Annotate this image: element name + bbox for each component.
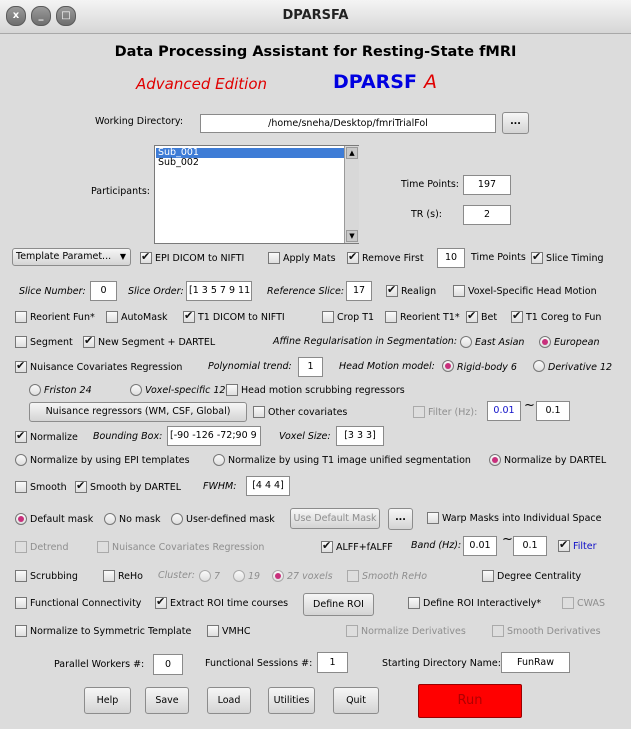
normalize-label: Normalize — [30, 432, 78, 443]
other-covariates-checkbox[interactable] — [253, 406, 265, 418]
define-roi-interactively-label: Define ROI Interactively* — [423, 598, 542, 609]
functional-connectivity-label: Functional Connectivity — [30, 598, 142, 609]
epi-dicom-label: EPI DICOM to NIFTI — [155, 253, 245, 264]
nuisance-checkbox[interactable] — [15, 361, 27, 373]
template-select-value: Template Paramet... — [16, 251, 112, 262]
slice-number-input[interactable]: 0 — [90, 281, 117, 301]
starting-directory-label: Starting Directory Name: — [382, 658, 501, 669]
reorient-t1-label: Reorient T1* — [400, 312, 460, 323]
slice-timing-label: Slice Timing — [546, 253, 604, 264]
degree-centrality-checkbox[interactable] — [482, 570, 494, 582]
normalize-derivatives-label: Normalize Derivatives — [361, 626, 466, 637]
bet-checkbox[interactable] — [466, 311, 478, 323]
fwhm-label: FWHM: — [203, 481, 237, 492]
scrubbing-checkbox[interactable] — [15, 570, 27, 582]
dropdown-arrow-icon: ▼ — [119, 252, 126, 261]
t1-coreg-label: T1 Coreg to Fun — [526, 312, 602, 323]
filter-high-input[interactable]: 0.1 — [536, 401, 570, 421]
normalize-symmetric-checkbox[interactable] — [15, 625, 27, 637]
working-dir-input[interactable]: /home/sneha/Desktop/fmriTrialFol — [200, 114, 496, 133]
rigid-body-6-radio[interactable] — [442, 360, 454, 372]
band-filter-checkbox[interactable] — [558, 540, 570, 552]
voxel-head-motion-checkbox[interactable] — [453, 285, 465, 297]
automask-checkbox[interactable] — [106, 311, 118, 323]
use-default-mask-button[interactable]: Use Default Mask — [290, 508, 380, 529]
scrubbing-regressors-checkbox[interactable] — [226, 384, 238, 396]
no-mask-label: No mask — [119, 514, 161, 525]
cwas-checkbox[interactable] — [562, 597, 574, 609]
polynomial-input[interactable]: 1 — [298, 357, 323, 377]
apply-mats-checkbox[interactable] — [268, 252, 280, 264]
detrend-label: Detrend — [30, 542, 69, 553]
brand-label: DPARSF — [333, 71, 417, 93]
starting-directory-input[interactable]: FunRaw — [501, 652, 570, 673]
default-mask-label: Default mask — [30, 514, 94, 525]
scrubbing-regressors-label: Head motion scrubbing regressors — [241, 385, 405, 396]
t1-coreg-checkbox[interactable] — [511, 311, 523, 323]
cluster-27-label: 27 voxels — [287, 571, 333, 582]
crop-t1-label: Crop T1 — [337, 312, 375, 323]
tr-label: TR (s): — [411, 209, 442, 220]
vmhc-checkbox[interactable] — [207, 625, 219, 637]
realign-label: Realign — [401, 286, 437, 297]
normalize-t1-radio[interactable] — [213, 454, 225, 466]
cwas-label: CWAS — [577, 598, 606, 609]
app-title: Data Processing Assistant for Resting-State fMRI — [114, 44, 517, 60]
east-asian-radio[interactable] — [460, 336, 472, 348]
derivative-12-label: Derivative 12 — [548, 362, 613, 373]
quit-button[interactable]: Quit — [333, 687, 379, 714]
extract-roi-label: Extract ROI time courses — [170, 598, 289, 609]
scrubbing-label: Scrubbing — [30, 571, 78, 582]
cluster-19-radio[interactable] — [233, 570, 245, 582]
east-asian-label: East Asian — [475, 337, 525, 348]
smooth-derivatives-checkbox[interactable] — [492, 625, 504, 637]
maximize-icon[interactable]: □ — [56, 6, 76, 26]
user-mask-radio[interactable] — [171, 513, 183, 525]
scroll-down-icon[interactable]: ▼ — [346, 230, 358, 242]
nuisance2-label: Nuisance Covariates Regression — [112, 542, 265, 553]
minimize-icon[interactable]: _ — [31, 6, 51, 26]
parallel-workers-label: Parallel Workers #: — [54, 659, 145, 670]
cluster-19-label: 19 — [248, 571, 261, 582]
epi-dicom-checkbox[interactable] — [140, 252, 152, 264]
alff-checkbox[interactable] — [321, 541, 333, 553]
edition-label: Advanced Edition — [136, 75, 268, 93]
reorient-fun-checkbox[interactable] — [15, 311, 27, 323]
vmhc-label: VMHC — [222, 626, 251, 637]
tr-input[interactable]: 2 — [463, 205, 511, 225]
user-mask-label: User-defined mask — [186, 514, 275, 525]
other-covariates-label: Other covariates — [268, 407, 348, 418]
filter-tilde: ~ — [524, 398, 535, 413]
reorient-t1-checkbox[interactable] — [385, 311, 397, 323]
remove-first-checkbox[interactable] — [347, 252, 359, 264]
brand-letter: A — [424, 71, 437, 93]
define-roi-button[interactable]: Define ROI — [303, 593, 374, 616]
nuisance-label: Nuisance Covariates Regression — [30, 362, 183, 373]
head-motion-model-label: Head Motion model: — [339, 361, 435, 372]
slice-order-input[interactable]: [1 3 5 7 9 11 — [186, 281, 252, 301]
apply-mats-label: Apply Mats — [283, 253, 336, 264]
participants-label: Participants: — [91, 186, 151, 197]
nuisance2-checkbox[interactable] — [97, 541, 109, 553]
normalize-dartel-radio[interactable] — [489, 454, 501, 466]
scroll-up-icon[interactable]: ▲ — [346, 147, 358, 159]
bounding-box-label: Bounding Box: — [93, 431, 163, 442]
close-icon[interactable]: x — [6, 6, 26, 26]
define-roi-interactively-checkbox[interactable] — [408, 597, 420, 609]
default-mask-radio[interactable] — [15, 513, 27, 525]
window-title: DPARSFA — [282, 8, 349, 23]
cluster-27-radio[interactable] — [272, 570, 284, 582]
bet-label: Bet — [481, 312, 498, 323]
parallel-workers-input[interactable]: 0 — [153, 654, 183, 675]
normalize-epi-radio[interactable] — [15, 454, 27, 466]
t1-dicom-label: T1 DICOM to NIFTI — [198, 312, 285, 323]
voxel-specific-12-radio[interactable] — [130, 384, 142, 396]
affine-label: Affine Regularisation in Segmentation: — [273, 336, 458, 347]
template-parameters-select[interactable] — [12, 248, 131, 266]
smooth-dartel-label: Smooth by DARTEL — [90, 482, 182, 493]
normalize-dartel-label: Normalize by DARTEL — [504, 455, 607, 466]
load-button[interactable]: Load — [207, 687, 251, 714]
t1-dicom-checkbox[interactable] — [183, 311, 195, 323]
voxel-size-label: Voxel Size: — [279, 431, 331, 442]
band-label: Band (Hz): — [411, 540, 462, 551]
participants-list[interactable] — [154, 145, 359, 244]
filter-label: Filter (Hz): — [428, 407, 478, 418]
reference-slice-input[interactable]: 17 — [346, 281, 372, 301]
normalize-epi-label: Normalize by using EPI templates — [30, 455, 190, 466]
working-dir-label: Working Directory: — [95, 116, 184, 127]
warp-masks-label: Warp Masks into Individual Space — [442, 513, 602, 524]
normalize-derivatives-checkbox[interactable] — [346, 625, 358, 637]
reference-slice-label: Reference Slice: — [267, 286, 345, 297]
reorient-fun-label: Reorient Fun* — [30, 312, 95, 323]
voxel-specific-12-label: Voxel-specific 12 — [145, 385, 226, 396]
extract-roi-checkbox[interactable] — [155, 597, 167, 609]
friston-24-radio[interactable] — [29, 384, 41, 396]
utilities-button[interactable]: Utilities — [268, 687, 315, 714]
rigid-body-6-label: Rigid-body 6 — [457, 362, 517, 373]
normalize-t1-label: Normalize by using T1 image unified segmentation — [228, 455, 471, 466]
smooth-derivatives-label: Smooth Derivatives — [507, 626, 601, 637]
normalize-symmetric-label: Normalize to Symmetric Template — [30, 626, 192, 637]
time-points-input[interactable]: 197 — [463, 175, 511, 195]
band-filter-label: Filter — [573, 541, 597, 552]
slice-timing-checkbox[interactable] — [531, 252, 543, 264]
title-bar — [0, 0, 631, 34]
list-item[interactable]: Sub_001 — [156, 148, 346, 158]
participants-scrollbar[interactable] — [344, 146, 359, 243]
mask-browse-button[interactable]: ... — [388, 508, 413, 530]
slice-order-label: Slice Order: — [128, 286, 184, 297]
realign-checkbox[interactable] — [386, 285, 398, 297]
remove-first-input[interactable]: 10 — [437, 248, 465, 268]
remove-first-label: Remove First — [362, 253, 424, 264]
derivative-12-radio[interactable] — [533, 360, 545, 372]
nuisance-regressors-button[interactable]: Nuisance regressors (WM, CSF, Global) — [29, 402, 247, 422]
smooth-reho-label: Smooth ReHo — [362, 571, 428, 582]
no-mask-radio[interactable] — [104, 513, 116, 525]
cluster-label: Cluster: — [158, 570, 195, 581]
functional-sessions-input[interactable]: 1 — [317, 652, 348, 673]
run-button[interactable]: Run — [418, 684, 522, 718]
reho-label: ReHo — [118, 571, 143, 582]
bounding-box-input[interactable]: [-90 -126 -72;90 9 — [167, 426, 261, 446]
normalize-checkbox[interactable] — [15, 431, 27, 443]
warp-masks-checkbox[interactable] — [427, 512, 439, 524]
time-points-label: Time Points: — [401, 179, 460, 190]
friston-24-label: Friston 24 — [44, 385, 92, 396]
band-high-input[interactable]: 0.1 — [513, 536, 547, 556]
time-points-unit-label: Time Points — [471, 252, 526, 263]
functional-connectivity-checkbox[interactable] — [15, 597, 27, 609]
segment-checkbox[interactable] — [15, 336, 27, 348]
voxel-head-motion-label: Voxel-Specific Head Motion — [468, 286, 597, 297]
filter-checkbox[interactable] — [413, 406, 425, 418]
band-low-input[interactable]: 0.01 — [463, 536, 497, 556]
smooth-checkbox[interactable] — [15, 481, 27, 493]
polynomial-label: Polynomial trend: — [208, 361, 292, 372]
fwhm-input[interactable]: [4 4 4] — [246, 476, 290, 496]
functional-sessions-label: Functional Sessions #: — [205, 658, 313, 669]
smooth-dartel-checkbox[interactable] — [75, 481, 87, 493]
help-button[interactable]: Help — [84, 687, 131, 714]
cluster-7-radio[interactable] — [199, 570, 211, 582]
reho-checkbox[interactable] — [103, 570, 115, 582]
smooth-label: Smooth — [30, 482, 67, 493]
save-button[interactable]: Save — [145, 687, 189, 714]
filter-low-input[interactable]: 0.01 — [487, 401, 521, 421]
degree-centrality-label: Degree Centrality — [497, 571, 582, 582]
new-segment-label: New Segment + DARTEL — [98, 337, 216, 348]
european-label: European — [554, 337, 600, 348]
band-tilde: ~ — [502, 532, 513, 547]
european-radio[interactable] — [539, 336, 551, 348]
detrend-checkbox[interactable] — [15, 541, 27, 553]
segment-label: Segment — [30, 337, 73, 348]
voxel-size-input[interactable]: [3 3 3] — [336, 426, 384, 446]
automask-label: AutoMask — [121, 312, 168, 323]
alff-label: ALFF+fALFF — [336, 542, 393, 553]
new-segment-checkbox[interactable] — [83, 336, 95, 348]
cluster-7-label: 7 — [214, 571, 221, 582]
crop-t1-checkbox[interactable] — [322, 311, 334, 323]
slice-number-label: Slice Number: — [19, 286, 86, 297]
smooth-reho-checkbox[interactable] — [347, 570, 359, 582]
working-dir-browse-button[interactable]: ... — [502, 112, 529, 134]
list-item[interactable]: Sub_002 — [158, 157, 199, 168]
